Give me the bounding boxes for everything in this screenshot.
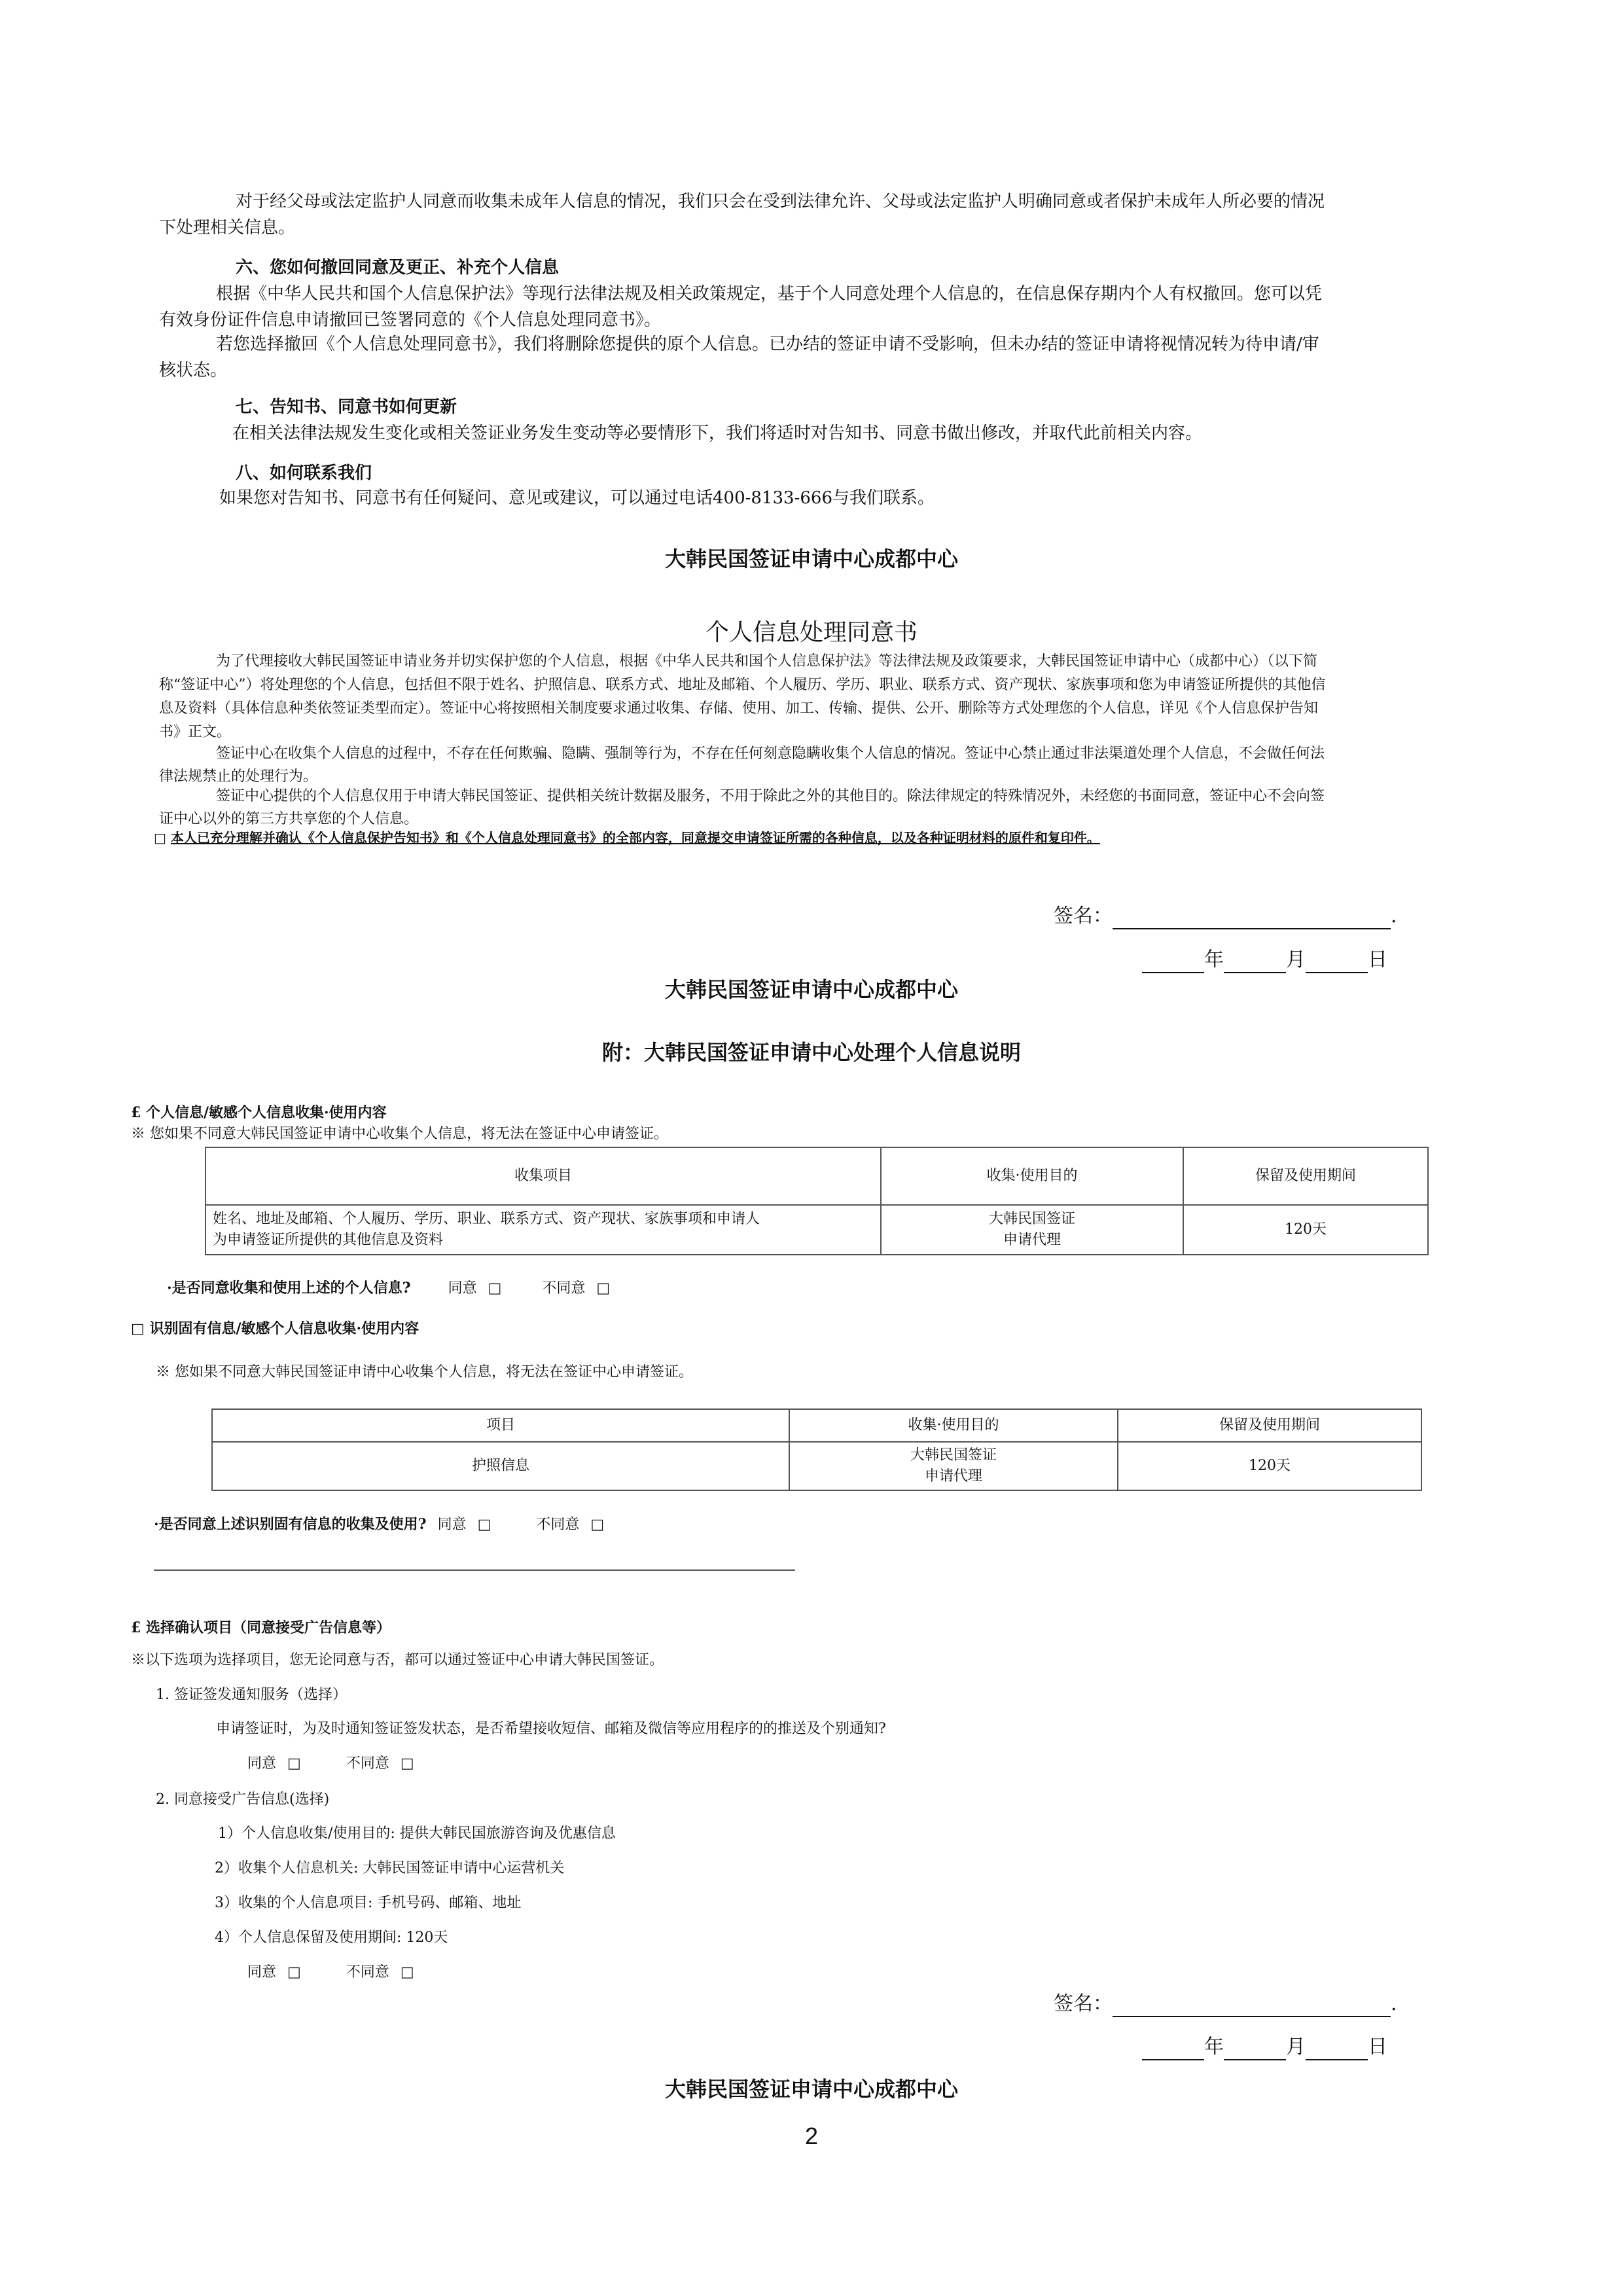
section6-p2-line2: 核状态。 xyxy=(159,361,228,380)
opt2-disagree-checkbox[interactable]: □ xyxy=(400,1964,414,1981)
table-row xyxy=(212,1442,1421,1490)
table-header-row xyxy=(205,1147,1428,1205)
section8-heading: 八、如何联系我们 xyxy=(236,463,372,483)
option2-item: 4）个人信息保留及使用期间: 120天 xyxy=(215,1929,448,1946)
org-name-heading-2: 大韩民国签证申请中心成都中心 xyxy=(664,977,958,1002)
signature-label: 签名： xyxy=(1054,1992,1113,2015)
ack-row xyxy=(154,828,1100,848)
day-blank[interactable] xyxy=(1306,2039,1368,2060)
cell-line: 申请代理 xyxy=(924,1468,982,1484)
date-row-1 xyxy=(1142,947,1387,973)
section6-heading: 六、您如何撤回同意及更正、补充个人信息 xyxy=(236,258,560,278)
q2-disagree-checkbox[interactable]: □ xyxy=(590,1516,605,1533)
date-row-2 xyxy=(1142,2034,1387,2060)
appendix-s1-note: ※ 您如果不同意大韩民国签证申请中心收集个人信息，将无法在签证中心申请签证。 xyxy=(131,1126,668,1142)
org-name-heading: 大韩民国签证申请中心成都中心 xyxy=(664,547,958,571)
cell-line: 姓名、地址及邮箱、个人履历、学历、职业、联系方式、资产现状、家族事项和申请人 xyxy=(213,1211,760,1227)
consent-p3-line2: 证中心以外的第三方共享您的个人信息。 xyxy=(159,811,419,827)
signature-label: 签名： xyxy=(1054,905,1113,927)
table-cell: 120天 xyxy=(1183,1205,1428,1255)
q1-disagree-checkbox[interactable]: □ xyxy=(596,1280,611,1297)
section6-p1-line1: 根据《中华人民共和国个人信息保护法》等现行法律法规及相关政策规定，基于个人同意处理个人信息的，在信息保存期内个人有权撤回。您可以凭 xyxy=(216,284,1323,304)
consent-p3-line1: 签证中心提供的个人信息仅用于申请大韩民国签证、提供相关统计数据及服务，不用于除此之外的其他目的。除法律规定的特殊情况外，未经您的书面同意，签证中心不会向签 xyxy=(216,788,1325,804)
table-header-row xyxy=(212,1409,1421,1442)
cell-line: 大韩民国签证 xyxy=(988,1211,1075,1227)
year-blank[interactable] xyxy=(1142,2039,1204,2060)
opt1-agree-label: 同意 xyxy=(247,1755,277,1772)
q2-agree-checkbox[interactable]: □ xyxy=(477,1516,491,1533)
page-number: 2 xyxy=(804,2123,819,2149)
ack-text: 本人已充分理解并确认《个人信息保护告知书》和《个人信息处理同意书》的全部内容，同意提交申请签证所需的各种信息，以及各种证明材料的原件和复印件。 xyxy=(170,830,1100,846)
option2-item: 3）收集的个人信息项目: 手机号码、邮箱、地址 xyxy=(215,1895,522,1911)
q1-agree-checkbox[interactable]: □ xyxy=(488,1280,502,1297)
consent-p2-line1: 签证中心在收集个人信息的过程中，不存在任何欺骗、隐瞒、强制等行为，不存在任何刻意隐瞒收集个人信息的情况。签证中心禁止通过非法渠道处理个人信息，不会做任何法 xyxy=(216,745,1325,762)
table-header-cell: 保留及使用期间 xyxy=(1183,1147,1428,1205)
opt2-agree-checkbox[interactable]: □ xyxy=(287,1964,301,1981)
section7-p1: 在相关法律法规发生变化或相关签证业务发生变动等必要情形下，我们将适时对告知书、同意书做出修改，并取代此前相关内容。 xyxy=(232,423,1203,443)
table-cell xyxy=(789,1442,1118,1490)
separator-line xyxy=(154,1570,795,1571)
table-cell xyxy=(881,1205,1183,1255)
ack-checkbox[interactable]: □ xyxy=(154,830,166,846)
option2-title: 2. 同意接受广告信息(选择) xyxy=(156,1791,330,1808)
appendix-title: 附：大韩民国签证申请中心处理个人信息说明 xyxy=(601,1040,1021,1065)
section6-p1-line2: 有效身份证件信息申请撤回已签署同意的《个人信息处理同意书》。 xyxy=(159,310,662,330)
day-label: 日 xyxy=(1368,2036,1387,2058)
signature-row-2 xyxy=(1054,1991,1397,2017)
table-header-cell: 项目 xyxy=(212,1409,789,1442)
month-blank[interactable] xyxy=(1224,2039,1286,2060)
identity-table xyxy=(211,1408,1422,1491)
table-cell: 120天 xyxy=(1118,1442,1421,1490)
opt1-disagree-checkbox[interactable]: □ xyxy=(400,1755,414,1772)
q1-text: ·是否同意收集和使用上述的个人信息? xyxy=(167,1280,411,1297)
table-cell xyxy=(205,1205,881,1255)
consent-p1-line3: 息及资料（具体信息种类依签证类型而定）。签证中心将按照相关制度要求通过收集、存储、使用、加工、传输、提供、公开、删除等方式处理您的个人信息，详见《个人信息保护告知 xyxy=(159,700,1319,717)
opt2-disagree-label: 不同意 xyxy=(346,1964,389,1981)
day-label: 日 xyxy=(1368,948,1387,971)
q1-disagree-label: 不同意 xyxy=(542,1280,586,1297)
year-blank[interactable] xyxy=(1142,952,1204,973)
opt1-agree-checkbox[interactable]: □ xyxy=(287,1755,301,1772)
appendix-s3-heading: £ 选择确认项目（同意接受广告信息等） xyxy=(131,1619,391,1636)
appendix-s3-note: ※以下选项为选择项目，您无论同意与否，都可以通过签证中心申请大韩民国签证。 xyxy=(131,1652,664,1668)
option1-choices xyxy=(247,1753,414,1775)
table-header-cell: 收集·使用目的 xyxy=(789,1409,1118,1442)
section8-p1: 如果您对告知书、同意书有任何疑问、意见或建议，可以通过电话400-8133-666与我们联系。 xyxy=(219,488,935,508)
minor-para-line2: 下处理相关信息。 xyxy=(159,218,296,238)
appendix-s2-note: ※ 您如果不同意大韩民国签证申请中心收集个人信息，将无法在签证中心申请签证。 xyxy=(156,1364,693,1380)
day-blank[interactable] xyxy=(1306,952,1368,973)
signature-line[interactable] xyxy=(1113,908,1391,929)
signature-row-1 xyxy=(1054,903,1397,929)
q2-row xyxy=(154,1513,604,1536)
org-name-heading-3: 大韩民国签证申请中心成都中心 xyxy=(664,2077,958,2102)
month-label: 月 xyxy=(1286,2036,1306,2058)
consent-p1-line4: 书》正文。 xyxy=(159,724,232,740)
opt1-disagree-label: 不同意 xyxy=(346,1755,389,1772)
option2-item: 1）个人信息收集/使用目的: 提供大韩民国旅游咨询及优惠信息 xyxy=(218,1825,616,1842)
opt2-agree-label: 同意 xyxy=(247,1964,277,1981)
signature-line[interactable] xyxy=(1113,1996,1391,2017)
cell-line: 大韩民国签证 xyxy=(910,1447,997,1463)
table-cell: 护照信息 xyxy=(212,1442,789,1490)
section6-p2-line1: 若您选择撤回《个人信息处理同意书》，我们将删除您提供的原个人信息。已办结的签证申请不受影响，但未办结的签证申请将视情况转为待申请/审 xyxy=(216,334,1319,354)
month-blank[interactable] xyxy=(1224,952,1286,973)
q2-text: ·是否同意上述识别固有信息的收集及使用? xyxy=(154,1516,427,1533)
consent-p2-line2: 律法规禁止的处理行为。 xyxy=(159,768,318,785)
minor-para-line1: 对于经父母或法定监护人同意而收集未成年人信息的情况，我们只会在受到法律允许、父母或法定监护人明确同意或者保护未成年人所必要的情况 xyxy=(236,192,1325,211)
table-header-cell: 收集·使用目的 xyxy=(881,1147,1183,1205)
table-header-cell: 保留及使用期间 xyxy=(1118,1409,1421,1442)
appendix-s2-heading: □ 识别固有信息/敏感个人信息收集·使用内容 xyxy=(131,1320,419,1337)
signature-period: . xyxy=(1391,1992,1397,2015)
consent-form-title: 个人信息处理同意书 xyxy=(705,619,918,646)
q2-disagree-label: 不同意 xyxy=(536,1516,580,1533)
table-header-cell: 收集项目 xyxy=(205,1147,881,1205)
q2-agree-label: 同意 xyxy=(437,1516,467,1533)
option1-title: 1. 签证签发通知服务（选择） xyxy=(156,1687,347,1703)
appendix-s1-heading: £ 个人信息/敏感个人信息收集·使用内容 xyxy=(131,1104,387,1121)
q1-row xyxy=(167,1277,610,1300)
option2-choices xyxy=(247,1962,414,1984)
signature-period: . xyxy=(1391,905,1397,927)
consent-p1-line1: 为了代理接收大韩民国签证申请业务并切实保护您的个人信息，根据《中华人民共和国个人信息保护法》等法律法规及政策要求，大韩民国签证申请中心（成都中心）（以下简 xyxy=(216,653,1318,670)
month-label: 月 xyxy=(1286,948,1306,971)
consent-p1-line2: 称“签证中心”）将处理您的个人信息，包括但不限于姓名、护照信息、联系方式、地址及邮箱、个人履历、学历、职业、联系方式、资产现状、家族事项和您为申请签证所提供的其他信 xyxy=(159,677,1326,693)
option1-desc: 申请签证时，为及时通知签证签发状态，是否希望接收短信、邮箱及微信等应用程序的的推送及个别通知? xyxy=(216,1721,886,1737)
section7-heading: 七、告知书、同意书如何更新 xyxy=(236,397,457,417)
collection-table xyxy=(205,1147,1429,1255)
table-row xyxy=(205,1205,1428,1255)
year-label: 年 xyxy=(1204,948,1224,971)
year-label: 年 xyxy=(1204,2036,1224,2058)
cell-line: 为申请签证所提供的其他信息及资料 xyxy=(213,1232,444,1248)
q1-agree-label: 同意 xyxy=(448,1280,477,1297)
cell-line: 申请代理 xyxy=(1003,1232,1061,1248)
option2-item: 2）收集个人信息机关: 大韩民国签证申请中心运营机关 xyxy=(215,1860,565,1876)
